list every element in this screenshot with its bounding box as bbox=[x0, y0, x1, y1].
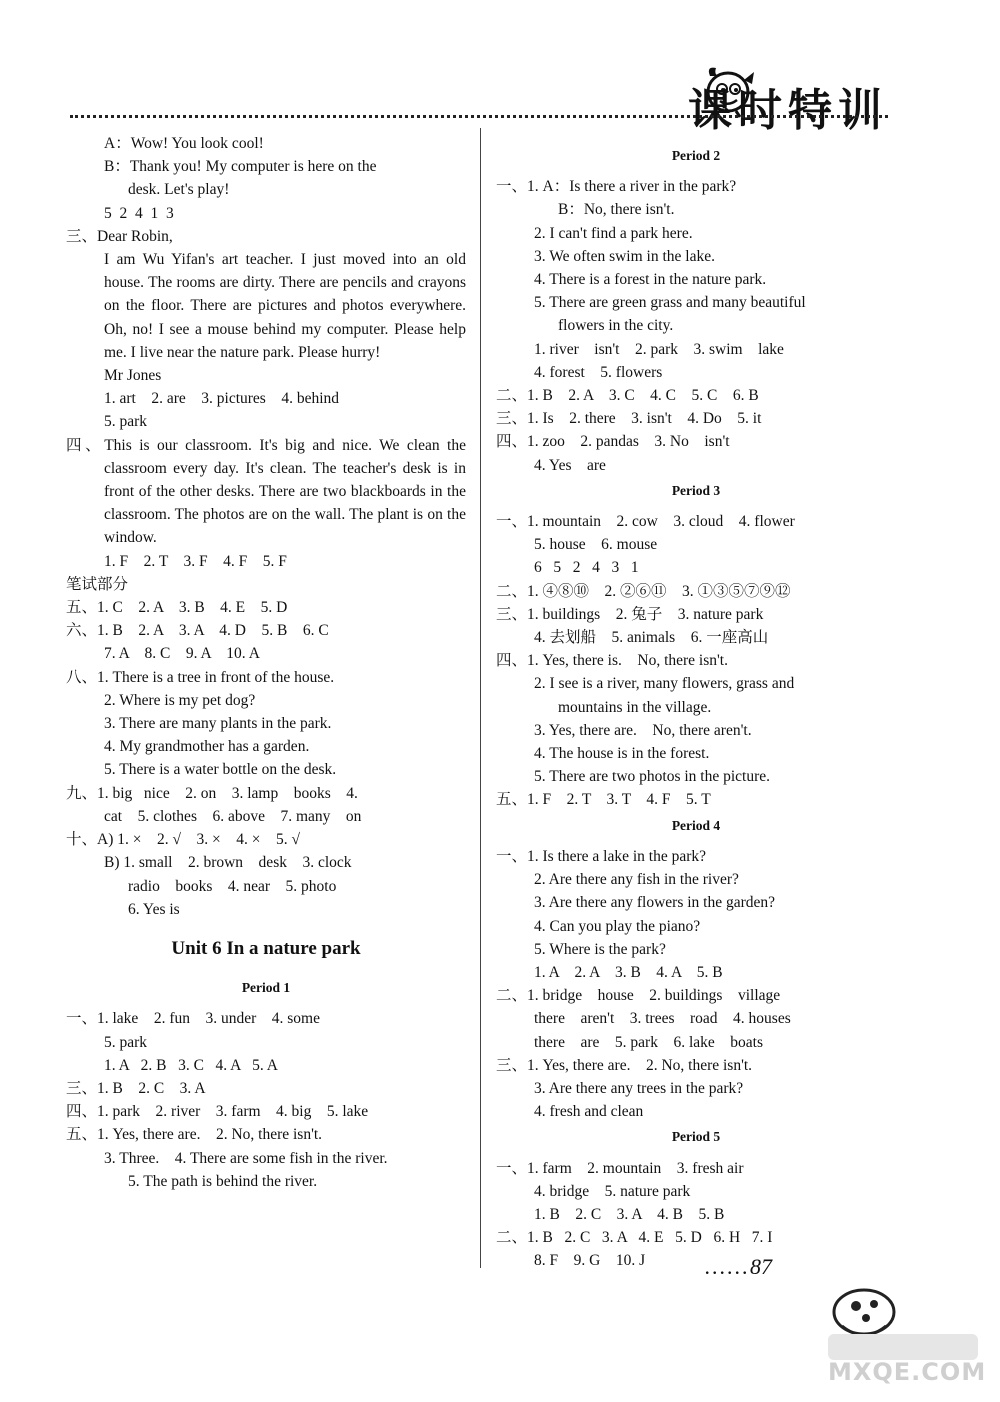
answer-line: 1. A 2. B 3. C 4. A 5. A bbox=[104, 1056, 278, 1074]
answer-line: there are 5. park 6. lake boats bbox=[534, 1033, 763, 1051]
answer-line: 二、1. ④⑧⑩ 2. ②⑥⑪ 3. ①③⑤⑦⑨⑫ bbox=[496, 582, 791, 600]
answer-line: B) 1. small 2. brown desk 3. clock bbox=[104, 854, 352, 872]
answer-line: 4. bridge 5. nature park bbox=[534, 1182, 691, 1200]
answer-line: 五、1. F 2. T 3. T 4. F 5. T bbox=[496, 791, 711, 809]
answer-line: 7. A 8. C 9. A 10. A bbox=[104, 645, 260, 663]
period-heading: Period 1 bbox=[241, 980, 291, 996]
answer-sections-right bbox=[496, 144, 896, 1273]
answer-line: 2. I can't find a park here. bbox=[534, 224, 693, 242]
answer-line: Mr Jones bbox=[104, 367, 162, 385]
answer-line: 1. river isn't 2. park 3. swim lake bbox=[534, 340, 784, 358]
answer-line: 2. Where is my pet dog? bbox=[104, 691, 256, 709]
answer-line: there aren't 3. trees road 4. houses bbox=[534, 1010, 791, 1028]
period-heading: Period 2 bbox=[671, 148, 721, 163]
answer-line: 三、Dear Robin, bbox=[66, 227, 173, 245]
answer-line: mountains in the village. bbox=[558, 698, 712, 716]
answer-line: 5. Where is the park? bbox=[534, 940, 666, 958]
answer-line: cat 5. clothes 6. above 7. many on bbox=[104, 807, 362, 825]
answer-line: 2. Are there any fish in the river? bbox=[534, 871, 739, 889]
answer-line: 八、1. There is a tree in front of the house. bbox=[66, 668, 335, 686]
answer-line: B：No, there isn't. bbox=[558, 201, 675, 219]
answer-line: 1. F 2. T 3. F 4. F 5. F bbox=[104, 552, 287, 570]
answer-line: 5. park bbox=[104, 413, 148, 431]
answer-line: 笔试部分 bbox=[66, 575, 129, 593]
answer-line: 5. The path is behind the river. bbox=[128, 1172, 318, 1190]
answer-line: 五、1. C 2. A 3. B 4. E 5. D bbox=[66, 599, 288, 617]
answer-line: 三、1. Is 2. there 3. isn't 4. Do 5. it bbox=[496, 410, 762, 428]
header-title: 课时特训 bbox=[688, 85, 888, 136]
answer-line: 1. B 2. C 3. A 4. B 5. B bbox=[534, 1205, 725, 1223]
answer-line: 3. Yes, there are. No, there aren't. bbox=[534, 721, 752, 739]
answer-line: 二、1. bridge house 2. buildings village bbox=[496, 987, 781, 1005]
answer-line: 四、1. Yes, there is. No, there isn't. bbox=[496, 652, 728, 670]
answer-line: I am Wu Yifan's art teacher. I just moved into an old house. The rooms are dirty. There are pencils and crayons on the floor. There are pictures and photos everywhere. Oh, no! I see a mouse behind my computer. Please help me. I live near the nature park. Please hurry! bbox=[104, 251, 466, 361]
answer-line: B：Thank you! My computer is here on the bbox=[104, 158, 377, 176]
answer-line: 4. The house is in the forest. bbox=[534, 745, 710, 763]
header-divider bbox=[70, 115, 888, 118]
answer-line: 一、1. Is there a lake in the park? bbox=[496, 847, 707, 865]
answer-line: 4. forest 5. flowers bbox=[534, 363, 663, 381]
period-heading: Period 5 bbox=[671, 1129, 721, 1145]
answer-line: flowers in the city. bbox=[558, 317, 674, 335]
answer-line: 二、1. B 2. A 3. C 4. C 5. C 6. B bbox=[496, 387, 759, 405]
answer-line: 3. Are there any flowers in the garden? bbox=[534, 894, 776, 912]
answer-line: 5. house 6. mouse bbox=[534, 536, 658, 554]
answer-line: 六、1. B 2. A 3. A 4. D 5. B 6. C bbox=[66, 622, 329, 640]
answer-line: 三、1. buildings 2. 兔子 3. nature park bbox=[496, 605, 764, 623]
answer-line: 3. Three. 4. There are some fish in the river. bbox=[104, 1149, 388, 1167]
page-number-dots: ...... bbox=[705, 1254, 750, 1279]
answer-line: 4. Yes are bbox=[534, 456, 606, 474]
left-column bbox=[66, 132, 466, 1193]
unit-title: Unit 6 In a nature park bbox=[171, 937, 361, 959]
page-number-value: 87 bbox=[750, 1254, 772, 1279]
answer-line: A：Wow! You look cool! bbox=[104, 135, 264, 152]
answer-line: 3. There are many plants in the park. bbox=[104, 715, 332, 733]
answer-line: desk. Let's play! bbox=[128, 181, 230, 199]
answer-line: 4. My grandmother has a garden. bbox=[104, 738, 310, 756]
answer-line: 5. There is a water bottle on the desk. bbox=[104, 761, 337, 779]
answer-line: 三、1. Yes, there are. 2. No, there isn't. bbox=[496, 1056, 753, 1074]
answer-line: 4. fresh and clean bbox=[534, 1103, 644, 1121]
answer-line: 3. We often swim in the lake. bbox=[534, 247, 715, 265]
answer-line: 二、1. B 2. C 3. A 4. E 5. D 6. H 7. I bbox=[496, 1229, 773, 1247]
answer-line: 一、1. A：Is there a river in the park? bbox=[496, 178, 737, 196]
answer-line: 6. Yes is bbox=[128, 900, 180, 918]
answer-line: 3. Are there any trees in the park? bbox=[534, 1079, 744, 1097]
answer-line: 1. A 2. A 3. B 4. A 5. B bbox=[534, 963, 723, 981]
answer-line: 4. Can you play the piano? bbox=[534, 917, 701, 935]
answer-line: 九、1. big nice 2. on 3. lamp books 4. bbox=[66, 784, 358, 802]
answer-line: 4. There is a forest in the nature park. bbox=[534, 271, 767, 289]
answer-line: 5. There are green grass and many beautiful bbox=[534, 294, 806, 312]
column-divider bbox=[480, 128, 481, 1268]
answer-line: 2. I see is a river, many flowers, grass and bbox=[534, 675, 795, 693]
answer-line: 一、1. farm 2. mountain 3. fresh air bbox=[496, 1159, 744, 1177]
watermark-text: MXQE.COM bbox=[828, 1358, 987, 1386]
answer-line: 四、This is our classroom. It's big and nice. We clean the classroom every day. It's clean. The teacher's desk is in front of the other desks. There are two blackboards in the classroom. The photos are on the wall. The plant is on the window. bbox=[66, 436, 466, 547]
period-heading: Period 3 bbox=[671, 482, 721, 498]
answer-line: 1. art 2. are 3. pictures 4. behind bbox=[104, 390, 340, 408]
answer-line: 8. F 9. G 10. J bbox=[534, 1252, 646, 1270]
answer-line: 5. There are two photos in the picture. bbox=[534, 768, 771, 786]
page-number bbox=[705, 1254, 772, 1280]
answer-line: 四、1. park 2. river 3. farm 4. big 5. lake bbox=[66, 1103, 369, 1121]
answer-line: 5. park bbox=[104, 1033, 148, 1051]
answer-line: 6 5 2 4 3 1 bbox=[534, 559, 639, 577]
answer-line: 一、1. lake 2. fun 3. under 4. some bbox=[66, 1010, 320, 1028]
answer-line: 5 2 4 1 3 bbox=[104, 204, 174, 222]
answer-line: 五、1. Yes, there are. 2. No, there isn't. bbox=[66, 1126, 323, 1144]
answer-line: 十、A) 1. × 2. √ 3. × 4. × 5. √ bbox=[66, 831, 300, 849]
answer-line: 一、1. mountain 2. cow 3. cloud 4. flower bbox=[496, 513, 795, 531]
answer-list-left bbox=[66, 132, 466, 921]
right-column bbox=[496, 142, 896, 1273]
answer-line: 4. 去划船 5. animals 6. 一座高山 bbox=[534, 629, 769, 647]
answer-line: radio books 4. near 5. photo bbox=[128, 877, 337, 895]
answer-line: 三、1. B 2. C 3. A bbox=[66, 1079, 206, 1097]
answer-line: 四、1. zoo 2. pandas 3. No isn't bbox=[496, 433, 730, 451]
period-heading: Period 4 bbox=[671, 817, 721, 833]
answer-list-period1 bbox=[66, 1007, 466, 1193]
